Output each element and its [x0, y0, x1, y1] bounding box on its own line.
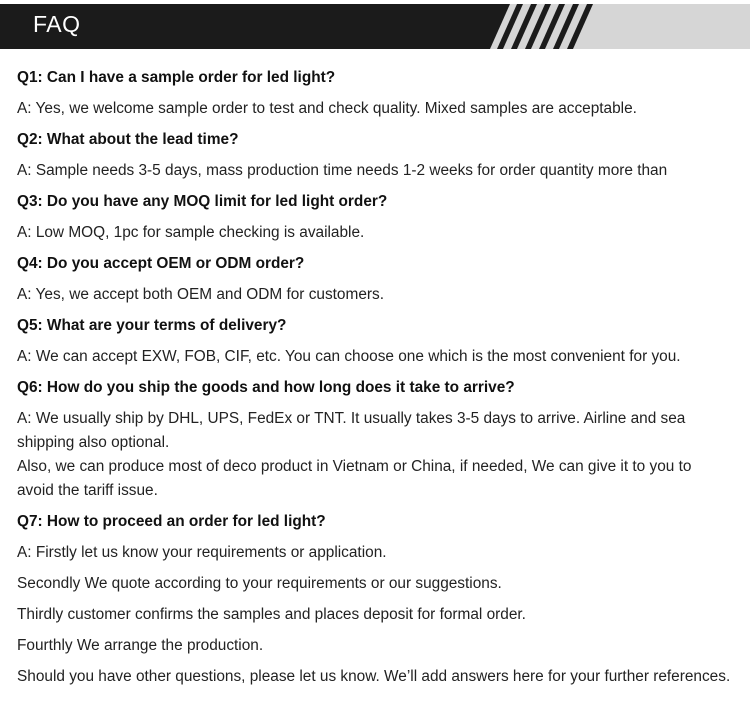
faq-answer-3: A: Low MOQ, 1pc for sample checking is available.: [17, 224, 365, 241]
faq-question-2: Q2: What about the lead time?: [17, 131, 239, 148]
faq-answer-4: A: Yes, we accept both OEM and ODM for customers.: [17, 286, 384, 303]
faq-answer-2: A: Sample needs 3-5 days, mass production time needs 1-2 weeks for order quantity more than: [17, 162, 668, 179]
faq-question-7: Q7: How to proceed an order for led light?: [17, 513, 326, 530]
faq-answer-5: A: We can accept EXW, FOB, CIF, etc. You can choose one which is the most convenient for you.: [17, 348, 681, 365]
faq-answer-6-shipping: A: We usually ship by DHL, UPS, FedEx or TNT. It usually takes 3-5 days to arrive. Airline and sea shipping also optional.: [17, 410, 686, 451]
faq-answer-7-step-2: Secondly We quote according to your requirements or our suggestions.: [17, 575, 502, 592]
banner-graphic: [0, 4, 750, 49]
faq-answer-7-step-3: Thirdly customer confirms the samples and places deposit for formal order.: [17, 606, 526, 623]
faq-list: [17, 66, 732, 696]
faq-question-1: Q1: Can I have a sample order for led light?: [17, 69, 336, 86]
faq-question-3: Q3: Do you have any MOQ limit for led light order?: [17, 193, 388, 210]
faq-answer-6-production: Also, we can produce most of deco product in Vietnam or China, if needed, We can give it to you to avoid the tariff issue.: [17, 458, 692, 499]
faq-answer-7-step-1: A: Firstly let us know your requirements or application.: [17, 544, 387, 561]
faq-answer-7-step-4: Fourthly We arrange the production.: [17, 637, 264, 654]
faq-closing-note: Should you have other questions, please let us know. We’ll add answers here for your further references.: [17, 668, 731, 685]
page-title: FAQ: [33, 11, 81, 37]
faq-question-5: Q5: What are your terms of delivery?: [17, 317, 287, 334]
faq-question-4: Q4: Do you accept OEM or ODM order?: [17, 255, 305, 272]
faq-banner: [0, 4, 750, 49]
faq-answer-1: A: Yes, we welcome sample order to test and check quality. Mixed samples are acceptable.: [17, 100, 637, 117]
faq-question-6: Q6: How do you ship the goods and how long does it take to arrive?: [17, 379, 515, 396]
